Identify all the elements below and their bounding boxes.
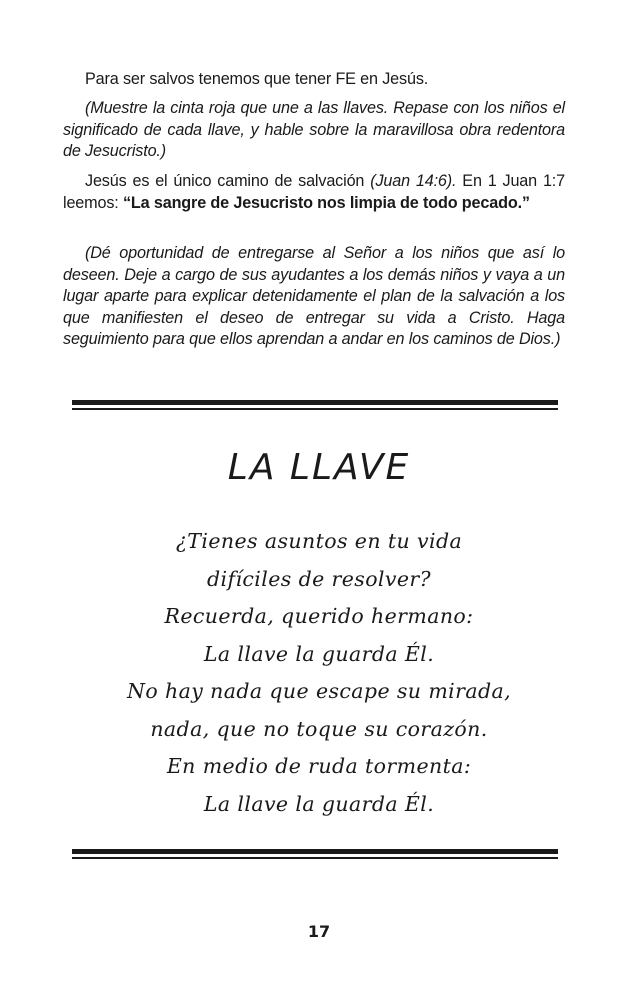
paragraph-faith-text: Para ser salvos tenemos que tener FE en Jesús. bbox=[85, 70, 429, 88]
only-way-lead: Jesús es el único camino de salvación bbox=[85, 172, 371, 190]
bible-quote: “La sangre de Jesucristo nos limpia de todo pecado.” bbox=[122, 193, 530, 212]
poem-line: ¿Tienes asuntos en tu vida bbox=[175, 529, 463, 553]
instruction-invitation-text: (Dé oportunidad de entregarse al Señor a los niños que así lo deseen. Deje a cargo de sus ayudantes a los demás niños y vaya a un lugar aparte para explicar detenidamente el plan de la salvación a los que manifiesten el deseo de entregar su vida a Cristo. Haga seguimiento para que ellos aprendan a andar en los caminos de Dios.) bbox=[63, 244, 565, 348]
paragraph-instruction-invitation bbox=[63, 243, 565, 351]
divider-bottom-thick-line bbox=[72, 849, 558, 854]
paragraph-instruction-ribbon bbox=[63, 98, 565, 163]
paragraph-faith bbox=[63, 69, 565, 91]
poem-line: En medio de ruda tormenta: bbox=[166, 754, 472, 778]
poem-line: No hay nada que escape su mirada, bbox=[126, 679, 512, 703]
divider-top-thick-line bbox=[72, 400, 558, 405]
instruction-ribbon-text: (Muestre la cinta roja que une a las llaves. Repase con los niños el significado de cada llave, y hable sobre la maravillosa obra redentora de Jesucristo.) bbox=[63, 99, 565, 160]
poem-body bbox=[0, 523, 638, 823]
poem-line: La llave la guarda Él. bbox=[203, 791, 435, 816]
poem-line: La llave la guarda Él. bbox=[203, 641, 435, 666]
only-way-text bbox=[63, 171, 565, 214]
only-way-mid: En 1 Juan 1:7 leemos: bbox=[63, 172, 565, 212]
divider-top-thin-line bbox=[72, 408, 558, 410]
page-number: 17 bbox=[307, 922, 331, 941]
poem-line: nada, que no toque su corazón. bbox=[150, 716, 488, 741]
bible-reference-john-14-6: (Juan 14:6). bbox=[370, 172, 457, 190]
poem-line: difíciles de resolver? bbox=[206, 566, 431, 591]
divider-top bbox=[72, 400, 558, 410]
paragraph-only-way bbox=[63, 171, 565, 214]
divider-bottom bbox=[72, 849, 558, 859]
poem-line: Recuerda, querido hermano: bbox=[164, 604, 474, 628]
poem-title: LA LLAVE bbox=[227, 447, 411, 488]
divider-bottom-thin-line bbox=[72, 857, 558, 859]
